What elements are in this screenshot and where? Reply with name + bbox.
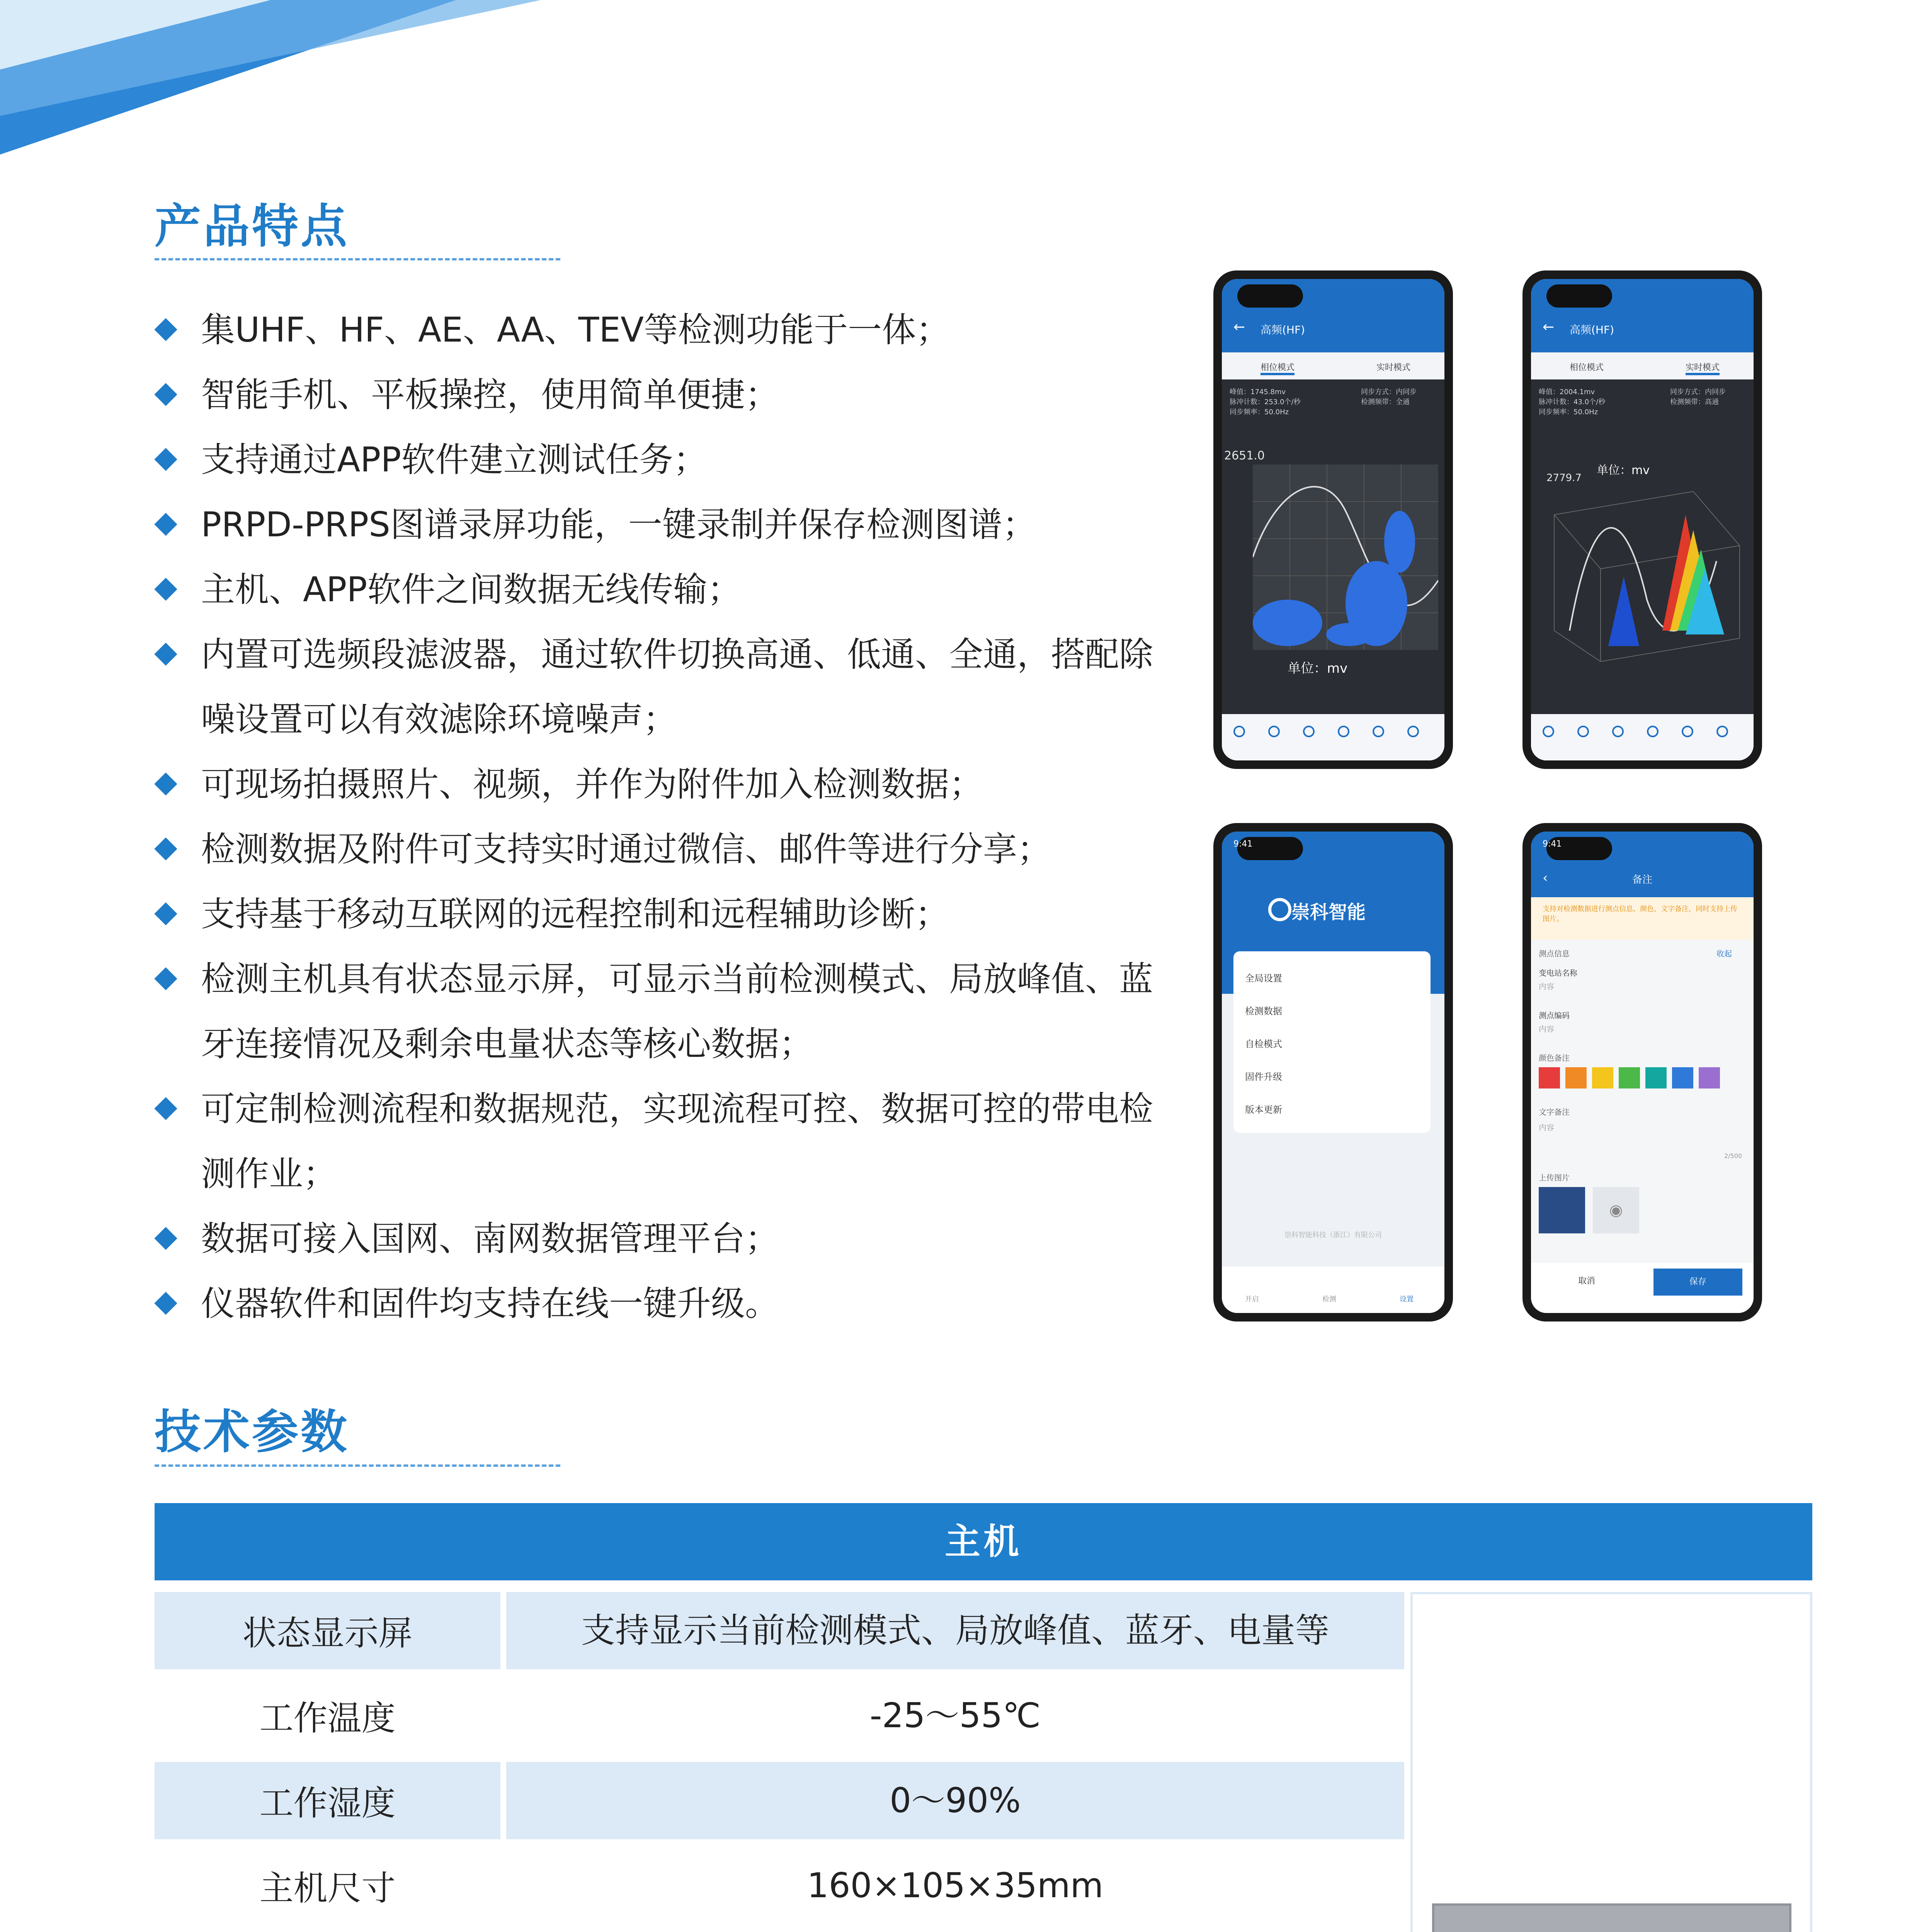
swatch-teal[interactable] (1645, 1067, 1667, 1088)
sync-switch-icon[interactable] (1373, 726, 1384, 737)
collapse-button[interactable]: 收起 (1716, 949, 1732, 958)
feature-item: 仪器软件和固件均支持在线一键升级。 (155, 1271, 1167, 1336)
zoom-in-icon[interactable] (1612, 726, 1624, 737)
diamond-bullet-icon (154, 772, 177, 795)
refresh-icon[interactable] (1268, 726, 1280, 737)
diamond-bullet-icon (154, 643, 177, 665)
chart-area: 峰值：1745.8mv 脉冲计数：253.0个/秒 同步频率：50.0Hz 同步方式：内同步 检测频带：全通 2651.0 单位：mv (1222, 379, 1444, 714)
cancel-button[interactable]: 取消 (1578, 1276, 1595, 1286)
table-row: 状态显示屏 支持显示当前检测模式、局放峰值、蓝牙、电量等 (155, 1592, 1404, 1669)
table-header: 主机 (155, 1503, 1812, 1580)
form-actions (1531, 1263, 1754, 1313)
brand-logo: 崇科智能 (1291, 901, 1366, 923)
specs-title: 技术参数 (155, 1405, 349, 1459)
substation-name-field[interactable]: 内容 (1539, 982, 1554, 991)
app-bar (1222, 279, 1444, 352)
diamond-bullet-icon (154, 318, 177, 341)
color-swatches (1539, 1067, 1720, 1090)
diamond-bullet-icon (154, 383, 177, 406)
camera-icon[interactable]: ◉ (1593, 1187, 1639, 1233)
swatch-purple[interactable] (1699, 1067, 1720, 1088)
unit-label: 单位：mv (1597, 464, 1650, 477)
text-note-field[interactable]: 内容 (1539, 1123, 1554, 1132)
chart-area: 峰值：2004.1mv 脉冲计数：43.0个/秒 同步频率：50.0Hz 同步方式：内同步 检测频带：高通 2779.7 单位：mv (1531, 379, 1754, 714)
point-code-field[interactable]: 内容 (1539, 1024, 1554, 1034)
save-button[interactable]: 保存 (1653, 1269, 1742, 1296)
device-image (1432, 1903, 1791, 1932)
feature-item: 智能手机、平板操控，使用简单便捷； (155, 362, 1167, 427)
feature-item: 主机、APP软件之间数据无线传输； (155, 557, 1167, 622)
device-image-cell (1410, 1592, 1812, 1932)
menu-self-test[interactable]: 自检模式 (1245, 1039, 1282, 1049)
feature-item: 可定制检测流程和数据规范，实现流程可控、数据可控的带电检测作业； (155, 1077, 1167, 1206)
specs-title-underline (155, 1464, 560, 1467)
back-arrow-icon[interactable]: ← (1233, 319, 1245, 335)
refresh-icon[interactable] (1577, 726, 1589, 737)
sound-icon[interactable] (1407, 726, 1419, 737)
menu-firmware-upgrade[interactable]: 固件升级 (1245, 1071, 1282, 1082)
prpd-chart (1253, 464, 1438, 650)
record-icon[interactable] (1543, 726, 1554, 737)
diamond-bullet-icon (154, 513, 177, 536)
swatch-orange[interactable] (1565, 1067, 1587, 1088)
tab-realtime-mode[interactable]: 实时模式 (1376, 363, 1411, 372)
feature-item: 集UHF、HF、AE、AA、TEV等检测功能于一体； (155, 298, 1167, 362)
screen-title: 高频(HF) (1570, 323, 1614, 336)
record-icon[interactable] (1233, 726, 1245, 737)
sound-icon[interactable] (1716, 726, 1728, 737)
back-arrow-icon[interactable]: ‹ (1543, 870, 1548, 886)
diamond-bullet-icon (154, 1292, 177, 1315)
bottom-nav (1222, 1267, 1444, 1313)
mode-tabs (1222, 352, 1444, 379)
menu-global-settings[interactable]: 全局设置 (1245, 973, 1282, 984)
notice-bar: 支持对检测数据进行测点信息、颜色、文字备注，同时支持上传图片。 (1531, 897, 1754, 940)
y-max-label: 2779.7 (1546, 472, 1582, 484)
brand-logo-icon (1268, 898, 1291, 921)
company-footer: 崇科智能科技（浙江）有限公司 (1284, 1231, 1382, 1239)
tab-phase-mode[interactable]: 相位模式 (1570, 363, 1604, 372)
feature-item: 内置可选频段滤波器，通过软件切换高通、低通、全通，搭配除噪设置可以有效滤除环境噪声； (155, 622, 1167, 752)
zoom-out-icon[interactable] (1338, 726, 1349, 737)
diamond-bullet-icon (154, 1227, 177, 1250)
feature-item: 数据可接入国网、南网数据管理平台； (155, 1206, 1167, 1271)
app-bar (1531, 279, 1754, 352)
swatch-green[interactable] (1619, 1067, 1640, 1088)
diamond-bullet-icon (154, 578, 177, 600)
phone-notes: 9:41 ‹ 备注 支持对检测数据进行测点信息、颜色、文字备注，同时支持上传图片。 测点信息 收起 变电站名称 内容 测点编码 内容 颜色备注 文字备注 内容 2/500 上传图片 ◉ 取消 保存 (1522, 823, 1762, 1321)
diamond-bullet-icon (154, 967, 177, 990)
swatch-blue[interactable] (1672, 1067, 1693, 1088)
top-left-decoration (0, 0, 541, 162)
nav-power[interactable]: 开启 (1245, 1295, 1259, 1303)
uploaded-photo[interactable] (1539, 1187, 1585, 1233)
phone-prps (1522, 270, 1762, 769)
nav-settings[interactable]: 设置 (1400, 1295, 1414, 1303)
diamond-bullet-icon (154, 448, 177, 471)
swatch-yellow[interactable] (1592, 1067, 1613, 1088)
nav-test[interactable]: 检测 (1322, 1295, 1336, 1303)
readouts: 峰值：1745.8mv 脉冲计数：253.0个/秒 同步频率：50.0Hz (1230, 388, 1301, 416)
table-row: 工作温度 -25～55℃ (155, 1677, 1404, 1754)
back-arrow-icon[interactable]: ← (1543, 319, 1555, 335)
table-row: 工作湿度 0～90% (155, 1762, 1404, 1839)
feature-item: 检测主机具有状态显示屏，可显示当前检测模式、局放峰值、蓝牙连接情况及剩余电量状态等核心数据； (155, 947, 1167, 1077)
features-title: 产品特点 (155, 200, 349, 253)
feature-item: PRPD-PRPS图谱录屏功能，一键录制并保存检测图谱； (155, 492, 1167, 557)
phone-menu (1213, 823, 1453, 1321)
feature-item: 支持基于移动互联网的远程控制和远程辅助诊断； (155, 882, 1167, 947)
features-title-underline (155, 258, 560, 260)
bottom-toolbar (1222, 714, 1444, 760)
tab-phase-mode[interactable]: 相位模式 (1260, 361, 1295, 375)
feature-item: 检测数据及附件可支持实时通过微信、邮件等进行分享； (155, 817, 1167, 882)
header-banner: 9:41 崇科智能 (1222, 832, 1444, 994)
diamond-bullet-icon (154, 902, 177, 925)
unit-label: 单位：mv (1288, 661, 1348, 676)
screen-title: 备注 (1632, 874, 1652, 886)
diamond-bullet-icon (154, 1097, 177, 1120)
diamond-bullet-icon (154, 837, 177, 860)
zoom-in-icon[interactable] (1303, 726, 1315, 737)
settings-menu (1233, 951, 1431, 1133)
y-max-label: 2651.0 (1224, 449, 1265, 463)
mode-tabs (1531, 352, 1754, 379)
screen-title: 高频(HF) (1260, 323, 1305, 336)
feature-item: 可现场拍摄照片、视频，并作为附件加入检测数据； (155, 752, 1167, 817)
phone-prpd (1213, 270, 1453, 769)
bottom-toolbar (1531, 714, 1754, 760)
sync-switch-icon[interactable] (1682, 726, 1693, 737)
prps-3d-chart (1546, 484, 1747, 669)
app-bar: 9:41 ‹ 备注 (1531, 832, 1754, 897)
feature-item: 支持通过APP软件建立测试任务； (155, 427, 1167, 492)
menu-test-data[interactable]: 检测数据 (1245, 1006, 1282, 1017)
tab-realtime-mode[interactable]: 实时模式 (1686, 361, 1720, 375)
zoom-out-icon[interactable] (1647, 726, 1659, 737)
swatch-red[interactable] (1539, 1067, 1560, 1088)
feature-list (155, 298, 1167, 1336)
table-row: 主机尺寸 160×105×35mm (155, 1847, 1404, 1924)
menu-version-update[interactable]: 版本更新 (1245, 1104, 1282, 1115)
readouts: 峰值：2004.1mv 脉冲计数：43.0个/秒 同步频率：50.0Hz (1539, 388, 1606, 416)
